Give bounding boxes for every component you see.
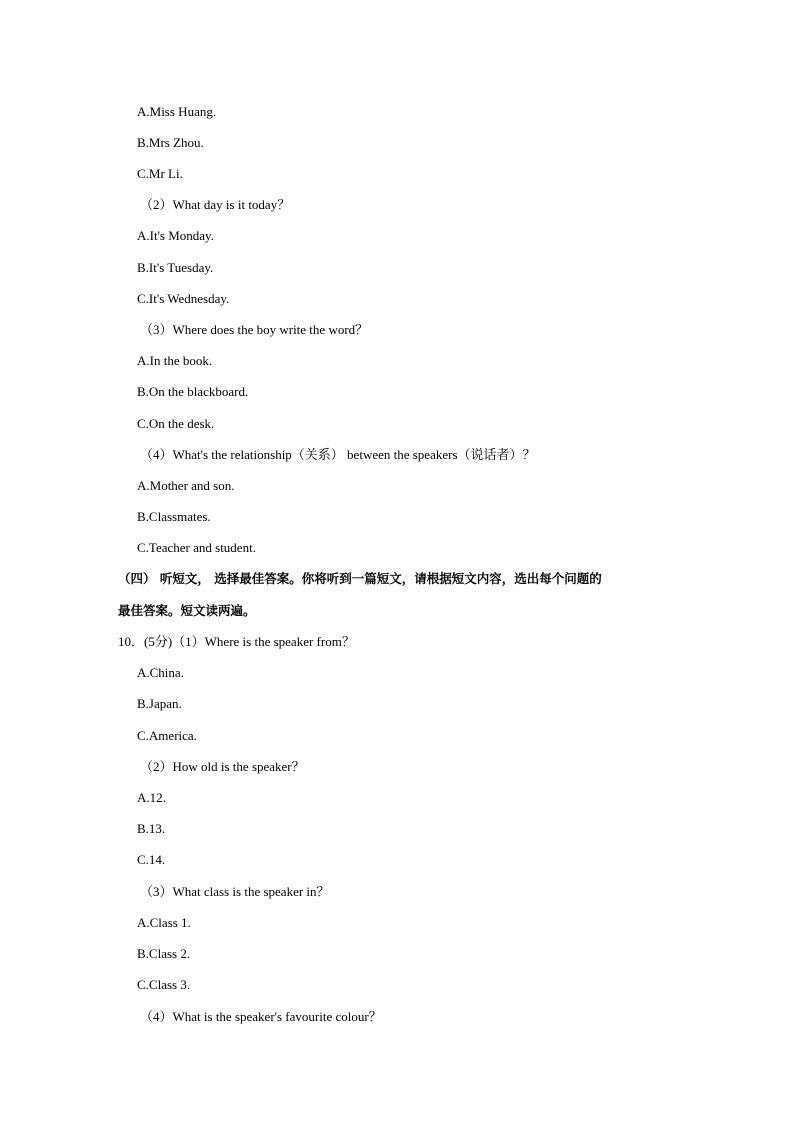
q10-1-option-b: B.Japan. — [137, 696, 182, 711]
q10-3-option-b: B.Class 2. — [137, 946, 191, 961]
q9-3-option-a: A.In the book. — [137, 353, 213, 368]
q10-2-option-c: C.14. — [137, 852, 166, 867]
q10-3-question: （3）What class is the speaker in？ — [140, 884, 330, 899]
q10-2-option-a: A.12. — [137, 790, 166, 805]
q9-4-option-c: C.Teacher and student. — [137, 540, 256, 555]
q9-1-option-b: B.Mrs Zhou. — [137, 135, 204, 150]
q9-2-option-b: B.It's Tuesday. — [137, 260, 214, 275]
q9-3-option-c: C.On the desk. — [137, 416, 215, 431]
q10-3-option-a: A.Class 1. — [137, 915, 191, 930]
section-4-instruction-line1: （四） 听短文， 选择最佳答案。你将听到一篇短文，请根据短文内容，选出每个问题的 — [118, 571, 602, 586]
q9-3-question: （3）Where does the boy write the word？ — [140, 322, 369, 337]
q10-2-option-b: B.13. — [137, 821, 166, 836]
section-4-instruction-line2: 最佳答案。短文读两遍。 — [118, 603, 256, 618]
q9-3-option-b: B.On the blackboard. — [137, 384, 249, 399]
q9-4-option-a: A.Mother and son. — [137, 478, 235, 493]
q9-2-option-c: C.It's Wednesday. — [137, 291, 230, 306]
q9-1-option-c: C.Mr Li. — [137, 166, 183, 181]
q9-4-option-b: B.Classmates. — [137, 509, 211, 524]
q10-2-question: （2）How old is the speaker？ — [140, 759, 305, 774]
q10-3-option-c: C.Class 3. — [137, 977, 191, 992]
q9-4-question: （4）What's the relationship（关系） between the speakers（说话者）？ — [140, 447, 536, 462]
q10-1-option-c: C.America. — [137, 728, 197, 743]
q10-1-option-a: A.China. — [137, 665, 184, 680]
q9-2-option-a: A.It's Monday. — [137, 228, 214, 243]
q10-header: 10．(5分)（1）Where is the speaker from？ — [118, 634, 355, 649]
q10-4-question: （4）What is the speaker's favourite colour？ — [140, 1009, 382, 1024]
q9-1-option-a: A.Miss Huang. — [137, 104, 217, 119]
q9-2-question: （2）What day is it today？ — [140, 197, 291, 212]
